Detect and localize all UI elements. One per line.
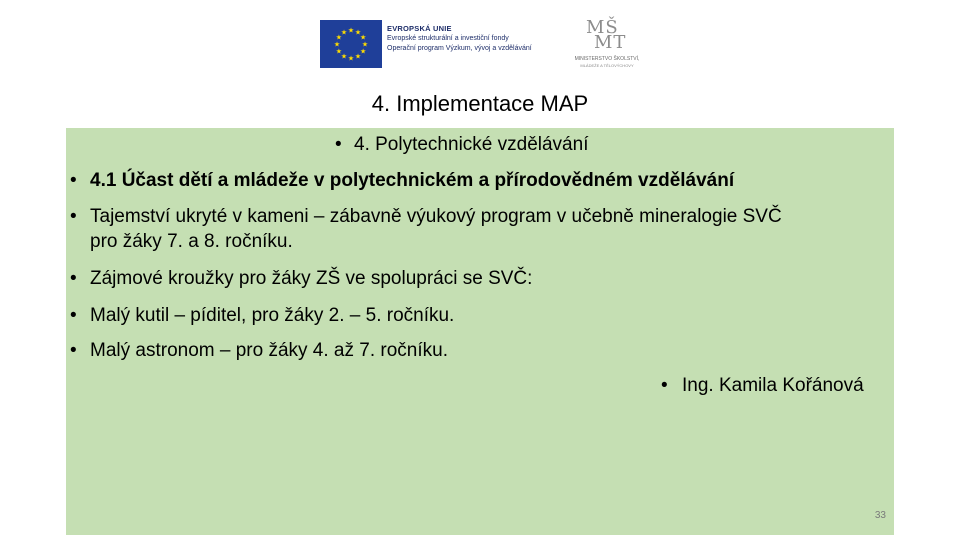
content-heading: 4. Polytechnické vzdělávání bbox=[354, 134, 589, 155]
slide-title: 4. Implementace MAP bbox=[371, 91, 589, 116]
list-item: Tajemství ukryté v kameni – zábavně výukový program v učebně mineralogie SVČ bbox=[90, 206, 782, 227]
eu-star-icon: ★ bbox=[359, 34, 367, 42]
eu-flag-logo bbox=[320, 20, 382, 68]
eu-programme: Operační program Výzkum, vývoj a vzdělávání bbox=[387, 45, 532, 52]
list-item: 4.1 Účast dětí a mládeže v polytechnickém a přírodovědném vzdělávání bbox=[90, 170, 735, 191]
eu-name: EVROPSKÁ UNIE bbox=[387, 24, 452, 33]
eu-star-icon: ★ bbox=[340, 29, 348, 37]
eu-star-icon: ★ bbox=[340, 53, 348, 61]
bullet-icon: • bbox=[70, 268, 77, 289]
eu-star-icon: ★ bbox=[361, 41, 369, 49]
list-item-continuation: pro žáky 7. a 8. ročníku. bbox=[90, 231, 293, 252]
eu-star-icon: ★ bbox=[333, 41, 341, 49]
content-box bbox=[66, 128, 894, 535]
eu-logo-text bbox=[387, 24, 557, 54]
author-name: Ing. Kamila Kořánová bbox=[682, 375, 864, 396]
eu-star-icon: ★ bbox=[347, 55, 355, 63]
logo-bar bbox=[320, 17, 650, 70]
eu-star-icon: ★ bbox=[335, 48, 343, 56]
page-number: 33 bbox=[874, 510, 886, 521]
eu-star-icon: ★ bbox=[354, 29, 362, 37]
list-item: Malý kutil – píditel, pro žáky 2. – 5. ročníku. bbox=[90, 305, 455, 326]
eu-star-icon: ★ bbox=[347, 27, 355, 35]
bullet-icon: • bbox=[70, 305, 77, 326]
bullet-icon: • bbox=[70, 206, 77, 227]
msmt-name: MINISTERSTVO ŠKOLSTVÍ, bbox=[574, 56, 640, 62]
bullet-icon: • bbox=[70, 340, 77, 361]
list-item: Zájmové kroužky pro žáky ZŠ ve spolupráci se SVČ: bbox=[90, 268, 533, 289]
msmt-logo-mark bbox=[586, 17, 627, 53]
msmt-mark-bottom: MT bbox=[594, 32, 627, 53]
eu-funds: Evropské strukturální a investiční fondy bbox=[387, 35, 509, 42]
msmt-mark-top: MŠ bbox=[586, 17, 619, 38]
eu-star-icon: ★ bbox=[354, 53, 362, 61]
msmt-subtitle: MLÁDEŽE A TĚLOVÝCHOVY bbox=[580, 63, 634, 68]
list-item: Malý astronom – pro žáky 4. až 7. ročníku. bbox=[90, 340, 448, 361]
eu-star-icon: ★ bbox=[359, 48, 367, 56]
eu-star-icon: ★ bbox=[335, 34, 343, 42]
bullet-icon: • bbox=[70, 170, 77, 191]
msmt-logo bbox=[564, 17, 650, 70]
bullet-icon: • bbox=[661, 375, 668, 396]
bullet-icon: • bbox=[335, 134, 342, 155]
